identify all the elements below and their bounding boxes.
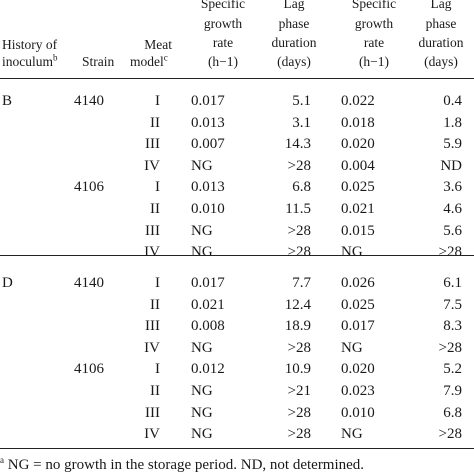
- cell-model: I: [155, 275, 160, 291]
- cell-lag1: 10.9: [284, 361, 311, 378]
- cell-model: III: [145, 318, 160, 335]
- table-footnote: [0, 455, 365, 473]
- group-divider-rule: [0, 255, 474, 256]
- cell-lag1: >28: [287, 222, 311, 239]
- cell-strain: 4106: [74, 179, 104, 196]
- cell-model: IV: [144, 244, 160, 261]
- cell-model: III: [145, 222, 160, 239]
- cell-lag1: 18.9: [284, 318, 311, 335]
- cell-sgr2: 0.023: [341, 383, 375, 399]
- cell-model: III: [145, 136, 160, 153]
- header-lag2-line3: duration: [418, 35, 464, 50]
- cell-model: IV: [144, 157, 160, 174]
- cell-sgr1: NG: [191, 157, 213, 174]
- cell-sgr1: NG: [191, 383, 213, 399]
- cell-history: D: [2, 275, 13, 291]
- cell-lag2: >28: [438, 244, 462, 261]
- header-model-sup: c: [163, 52, 168, 63]
- cell-sgr1: 0.021: [191, 296, 225, 313]
- table-bottom-rule: [0, 448, 474, 449]
- cell-sgr2: 0.026: [341, 275, 375, 291]
- cell-model: II: [150, 201, 160, 217]
- cell-sgr2: 0.017: [341, 318, 375, 335]
- cell-sgr2: 0.010: [341, 404, 375, 421]
- cell-lag2: 7.9: [443, 383, 462, 399]
- cell-sgr2: NG: [341, 426, 363, 443]
- cell-model: III: [145, 404, 160, 421]
- header-lag1-line1: Lag: [283, 0, 305, 11]
- cell-lag2: 6.1: [443, 275, 462, 291]
- cell-lag1: >28: [287, 244, 311, 261]
- cell-sgr1: 0.017: [191, 93, 225, 109]
- cell-sgr1: NG: [191, 339, 213, 356]
- cell-model: II: [150, 296, 160, 313]
- cell-lag1: 14.3: [284, 136, 311, 153]
- cell-sgr1: 0.017: [191, 275, 225, 291]
- cell-sgr2: 0.025: [341, 179, 375, 196]
- cell-lag2: 6.8: [443, 404, 462, 421]
- cell-sgr1: 0.013: [191, 179, 225, 196]
- cell-lag1: 6.8: [292, 179, 311, 196]
- cell-lag2: 3.6: [443, 179, 462, 196]
- header-sgr2-line4: (h−1): [358, 54, 390, 69]
- cell-lag2: 7.5: [443, 296, 462, 313]
- cell-sgr1: NG: [191, 404, 213, 421]
- cell-sgr2: 0.020: [341, 361, 375, 378]
- cell-sgr2: NG: [341, 244, 363, 261]
- cell-lag1: 3.1: [292, 114, 311, 131]
- cell-sgr2: 0.015: [341, 222, 375, 239]
- cell-sgr2: 0.020: [341, 136, 375, 153]
- cell-sgr2: NG: [341, 339, 363, 356]
- header-sgr2-line2: growth: [354, 16, 394, 31]
- cell-lag2: >28: [438, 426, 462, 443]
- cell-model: IV: [144, 339, 160, 356]
- cell-lag1: 11.5: [285, 201, 311, 217]
- cell-lag1: >28: [287, 339, 311, 356]
- header-strain: Strain: [82, 54, 115, 69]
- cell-sgr1: 0.013: [191, 114, 225, 131]
- header-history-text: inoculum: [2, 54, 53, 69]
- cell-lag1: >28: [287, 404, 311, 421]
- cell-model: IV: [144, 426, 160, 443]
- cell-strain: 4106: [74, 361, 104, 378]
- cell-model: I: [155, 93, 160, 109]
- header-history-line2: [2, 52, 58, 69]
- cell-lag2: 0.4: [443, 93, 462, 109]
- header-lag2-line4: (days): [424, 54, 458, 69]
- cell-sgr2: 0.025: [341, 296, 375, 313]
- cell-lag1: 12.4: [284, 296, 311, 313]
- cell-model: I: [155, 179, 160, 196]
- footnote-sup: a: [0, 455, 4, 465]
- cell-model: I: [155, 361, 160, 378]
- cell-lag2: 8.3: [443, 318, 462, 335]
- cell-sgr2: 0.021: [341, 201, 375, 217]
- cell-lag2: >28: [438, 339, 462, 356]
- cell-sgr1: NG: [191, 426, 213, 443]
- cell-model: II: [150, 383, 160, 399]
- header-lag2-line1: Lag: [430, 0, 452, 11]
- header-rule: [0, 78, 474, 79]
- cell-sgr1: NG: [191, 222, 213, 239]
- cell-sgr1: NG: [191, 244, 213, 261]
- cell-sgr1: 0.012: [191, 361, 225, 378]
- header-model-line1: Meat: [144, 37, 172, 52]
- header-sgr2-line1: Specific: [351, 0, 397, 11]
- header-sgr1-line2: growth: [203, 16, 243, 31]
- cell-lag2: 1.8: [443, 114, 462, 131]
- header-lag2-line2: phase: [425, 16, 457, 31]
- cell-model: II: [150, 114, 160, 131]
- cell-lag2: 4.6: [443, 201, 462, 217]
- cell-lag2: ND: [440, 157, 462, 174]
- cell-lag2: 5.2: [443, 361, 462, 378]
- header-lag1-line4: (days): [277, 54, 311, 69]
- cell-lag1: 5.1: [292, 93, 311, 109]
- footnote-text: NG = no growth in the storage period. ND, not determined.: [4, 457, 365, 473]
- cell-lag2: 5.9: [443, 136, 462, 153]
- cell-sgr2: 0.018: [341, 114, 375, 131]
- cell-lag1: 7.7: [292, 275, 311, 291]
- cell-lag1: >28: [287, 426, 311, 443]
- cell-sgr2: 0.022: [341, 93, 375, 109]
- header-history-sup: b: [53, 52, 58, 63]
- header-history-line1: History of: [2, 37, 58, 52]
- cell-lag2: 5.6: [443, 222, 462, 239]
- header-sgr1-line1: Specific: [200, 0, 246, 11]
- header-sgr1-line4: (h−1): [207, 54, 239, 69]
- cell-history: B: [2, 93, 13, 109]
- cell-sgr2: 0.004: [341, 157, 375, 174]
- header-lag1-line3: duration: [271, 35, 317, 50]
- header-model-line2: [130, 52, 168, 69]
- cell-sgr1: 0.010: [191, 201, 225, 217]
- cell-sgr1: 0.008: [191, 318, 225, 335]
- header-lag1-line2: phase: [278, 16, 310, 31]
- cell-strain: 4140: [74, 93, 104, 109]
- cell-lag1: >28: [287, 157, 311, 174]
- header-sgr1-line3: rate: [212, 35, 234, 50]
- header-model-text: model: [130, 54, 164, 69]
- cell-lag1: >21: [287, 383, 311, 399]
- cell-strain: 4140: [74, 275, 104, 291]
- header-sgr2-line3: rate: [363, 35, 385, 50]
- cell-sgr1: 0.007: [191, 136, 225, 153]
